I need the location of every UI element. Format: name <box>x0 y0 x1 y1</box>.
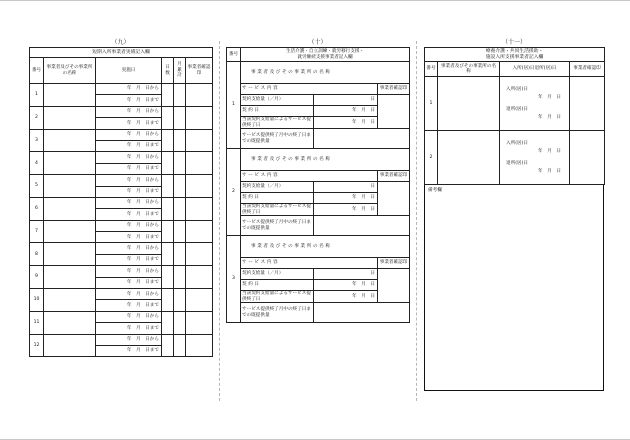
monthly-cell <box>174 243 186 266</box>
memo-label: 備考欄 <box>428 188 442 193</box>
provider-cell <box>44 243 96 266</box>
provider-cell <box>44 175 96 198</box>
out-date: 年 月 日 <box>538 114 561 120</box>
provider-cell <box>44 152 96 175</box>
date-to: 年 月 日まで <box>96 345 162 356</box>
header-confirm: 事業者確認印 <box>570 62 605 77</box>
service-label: サービス内容 <box>241 84 378 95</box>
day-unit: 日 <box>314 95 378 106</box>
service-label: サービス内容 <box>241 258 378 269</box>
row-number: 1 <box>30 84 44 107</box>
table-row <box>227 182 410 193</box>
end-date-value: 年 月 日 <box>314 204 378 216</box>
days-cell <box>162 220 174 243</box>
table-row <box>227 171 410 182</box>
row-number: 8 <box>30 243 44 266</box>
table-row <box>227 258 410 269</box>
provider-cell <box>44 84 96 107</box>
confirm-cell <box>570 131 605 185</box>
days-cell <box>162 197 174 220</box>
table-row <box>30 289 213 300</box>
panel-daytime-services <box>226 39 409 323</box>
end-label: 当該契約支給量によるサービス提供終了日 <box>241 291 314 303</box>
contract-date-value: 年 月 日 <box>314 106 378 117</box>
date-to: 年 月 日まで <box>96 323 162 334</box>
date-to: 年 月 日まで <box>96 300 162 311</box>
table-row <box>227 62 410 84</box>
days-cell <box>162 84 174 107</box>
date-to: 年 月 日まで <box>96 277 162 288</box>
row-number: 4 <box>30 152 44 175</box>
provider-cell <box>44 129 96 152</box>
header-monthly: 月累計 <box>174 58 186 84</box>
table-row <box>227 95 410 106</box>
monthly-cell <box>174 311 186 334</box>
row-number: 6 <box>30 197 44 220</box>
table-row <box>30 197 213 208</box>
contract-date-label: 契約日 <box>241 280 314 291</box>
panel-number: （九） <box>111 39 130 46</box>
provider-cell <box>44 197 96 220</box>
header-in-out: 入所(居)日退所(居)日 <box>500 62 570 77</box>
provider-cell <box>438 77 500 131</box>
confirm-label: 事業者確認印 <box>378 258 410 269</box>
short-stay-table <box>29 47 213 357</box>
panel-short-stay <box>29 39 212 357</box>
table-row <box>227 129 410 149</box>
panel-title-line-1: 療養介護・共同生活援助・ <box>485 49 544 55</box>
date-from: 年 月 日から <box>96 152 162 163</box>
confirm-cell <box>378 182 410 216</box>
header-days: 日数 <box>162 58 174 84</box>
confirm-cell <box>186 197 213 220</box>
table-row <box>30 129 213 140</box>
row-number: 3 <box>30 129 44 152</box>
date-from: 年 月 日から <box>96 266 162 277</box>
row-number: 7 <box>30 220 44 243</box>
table-row <box>227 236 410 258</box>
table-row <box>425 131 605 185</box>
panel-title-line-1: 生活介護・自立訓練・就労移行支援・ <box>285 49 365 55</box>
table-row <box>227 269 410 280</box>
header-number: 番号 <box>30 58 44 84</box>
date-from: 年 月 日から <box>96 334 162 345</box>
remaining-label: サービス提供終了月中の終了日までの既提供量 <box>241 303 314 323</box>
block-number: 1 <box>227 62 241 149</box>
contract-label: 契約支給量（／月） <box>241 95 314 106</box>
header-number: 番号 <box>425 62 438 77</box>
provider-name-cell: 事業者及びその事業所の名称 <box>241 62 410 84</box>
remaining-value <box>314 303 410 323</box>
days-cell <box>162 175 174 198</box>
confirm-cell <box>378 269 410 303</box>
row-number: 1 <box>425 77 438 131</box>
remaining-value <box>314 216 410 236</box>
contract-date-value: 年 月 日 <box>314 280 378 291</box>
days-cell <box>162 129 174 152</box>
days-cell <box>162 289 174 312</box>
provider-name-cell: 事業者及びその事業所の名称 <box>241 236 410 258</box>
date-from: 年 月 日から <box>96 220 162 231</box>
row-number: 2 <box>425 131 438 185</box>
monthly-cell <box>174 175 186 198</box>
residential-services-table <box>424 47 605 185</box>
table-row <box>30 220 213 231</box>
out-date: 年 月 日 <box>538 168 561 174</box>
panel-number: （十） <box>308 39 327 46</box>
provider-cell <box>44 220 96 243</box>
date-to: 年 月 日まで <box>96 209 162 220</box>
confirm-cell <box>570 77 605 131</box>
table-row <box>30 84 213 95</box>
row-number: 11 <box>30 311 44 334</box>
provider-name-cell: 事業者及びその事業所の名称 <box>241 149 410 171</box>
monthly-cell <box>174 106 186 129</box>
out-label: 退所(居)日 <box>506 160 528 166</box>
end-date-value: 年 月 日 <box>314 117 378 129</box>
provider-cell <box>44 311 96 334</box>
confirm-cell <box>378 95 410 129</box>
in-date: 年 月 日 <box>538 94 561 100</box>
days-cell <box>162 243 174 266</box>
panel-number: （十一） <box>501 39 526 46</box>
table-row <box>30 243 213 254</box>
date-to: 年 月 日まで <box>96 95 162 106</box>
monthly-cell <box>174 84 186 107</box>
block-number: 2 <box>227 149 241 236</box>
header-dates: 実施日 <box>96 58 162 84</box>
monthly-cell <box>174 152 186 175</box>
provider-cell <box>44 266 96 289</box>
confirm-cell <box>186 220 213 243</box>
in-out-dates-cell <box>500 131 570 185</box>
confirm-label: 事業者確認印 <box>378 84 410 95</box>
confirm-label: 事業者確認印 <box>378 171 410 182</box>
date-to: 年 月 日まで <box>96 140 162 151</box>
provider-cell <box>44 334 96 357</box>
end-label: 当該契約支給量によるサービス提供終了日 <box>241 117 314 129</box>
block-number: 3 <box>227 236 241 323</box>
confirm-cell <box>186 334 213 357</box>
date-from: 年 月 日から <box>96 243 162 254</box>
date-from: 年 月 日から <box>96 311 162 322</box>
out-label: 退所(居)日 <box>506 106 528 112</box>
contract-label: 契約支給量（／月） <box>241 269 314 280</box>
table-row <box>30 266 213 277</box>
confirm-cell <box>186 243 213 266</box>
monthly-cell <box>174 289 186 312</box>
table-row <box>30 311 213 322</box>
date-from: 年 月 日から <box>96 129 162 140</box>
provider-cell <box>44 289 96 312</box>
confirm-cell <box>186 129 213 152</box>
panel-title: 短期入所事業者実績記入欄 <box>30 48 213 58</box>
header-confirm: 事業者確認印 <box>186 58 213 84</box>
contract-date-value: 年 月 日 <box>314 193 378 204</box>
day-unit: 日 <box>314 269 378 280</box>
monthly-cell <box>174 129 186 152</box>
date-to: 年 月 日まで <box>96 118 162 129</box>
table-row <box>425 77 605 131</box>
panel-title <box>241 48 410 62</box>
row-number: 5 <box>30 175 44 198</box>
date-to: 年 月 日まで <box>96 254 162 265</box>
table-row <box>30 175 213 186</box>
contract-date-label: 契約日 <box>241 193 314 204</box>
date-from: 年 月 日から <box>96 106 162 117</box>
date-to: 年 月 日まで <box>96 163 162 174</box>
row-number: 2 <box>30 106 44 129</box>
confirm-cell <box>186 84 213 107</box>
monthly-cell <box>174 220 186 243</box>
row-number: 12 <box>30 334 44 357</box>
table-row <box>227 303 410 323</box>
monthly-cell <box>174 197 186 220</box>
table-row <box>30 152 213 163</box>
remaining-value <box>314 129 410 149</box>
panel-title-line-2: 就労継続支援事業者記入欄 <box>297 54 353 60</box>
days-cell <box>162 106 174 129</box>
header-provider: 事業者及びその事業所の名称 <box>44 58 96 84</box>
remaining-label: サービス提供終了月中の終了日までの既提供量 <box>241 129 314 149</box>
table-row <box>227 149 410 171</box>
confirm-cell <box>186 289 213 312</box>
date-from: 年 月 日から <box>96 84 162 95</box>
row-number: 10 <box>30 289 44 312</box>
confirm-cell <box>186 311 213 334</box>
in-label: 入所(居)日 <box>506 140 528 146</box>
header-number: 番号 <box>227 48 241 62</box>
date-to: 年 月 日まで <box>96 186 162 197</box>
service-label: サービス内容 <box>241 171 378 182</box>
contract-label: 契約支給量（／月） <box>241 182 314 193</box>
days-cell <box>162 266 174 289</box>
header-provider: 事業者及びその事業所の名称 <box>438 62 500 77</box>
provider-cell <box>44 106 96 129</box>
confirm-cell <box>186 266 213 289</box>
fold-line-left <box>219 41 220 401</box>
fold-line-right <box>416 41 417 401</box>
panel-title <box>425 48 605 62</box>
date-from: 年 月 日から <box>96 175 162 186</box>
monthly-cell <box>174 266 186 289</box>
provider-cell <box>438 131 500 185</box>
date-from: 年 月 日から <box>96 197 162 208</box>
in-out-dates-cell <box>500 77 570 131</box>
days-cell <box>162 311 174 334</box>
days-cell <box>162 152 174 175</box>
confirm-cell <box>186 175 213 198</box>
table-row <box>227 216 410 236</box>
day-unit: 日 <box>314 182 378 193</box>
in-date: 年 月 日 <box>538 148 561 154</box>
row-number: 9 <box>30 266 44 289</box>
date-to: 年 月 日まで <box>96 232 162 243</box>
date-from: 年 月 日から <box>96 289 162 300</box>
table-row <box>227 84 410 95</box>
end-date-value: 年 月 日 <box>314 291 378 303</box>
days-cell <box>162 334 174 357</box>
monthly-cell <box>174 334 186 357</box>
panel-residential-services <box>424 39 604 391</box>
remaining-label: サービス提供終了月中の終了日までの既提供量 <box>241 216 314 236</box>
table-row <box>30 334 213 345</box>
panel-title-line-2: 施設入所支援事業者記入欄 <box>485 54 544 60</box>
memo-box <box>424 185 604 391</box>
end-label: 当該契約支給量によるサービス提供終了日 <box>241 204 314 216</box>
confirm-cell <box>186 106 213 129</box>
contract-date-label: 契約日 <box>241 106 314 117</box>
confirm-cell <box>186 152 213 175</box>
table-row <box>30 106 213 117</box>
in-label: 入所(居)日 <box>506 86 528 92</box>
daytime-services-table <box>226 47 410 323</box>
